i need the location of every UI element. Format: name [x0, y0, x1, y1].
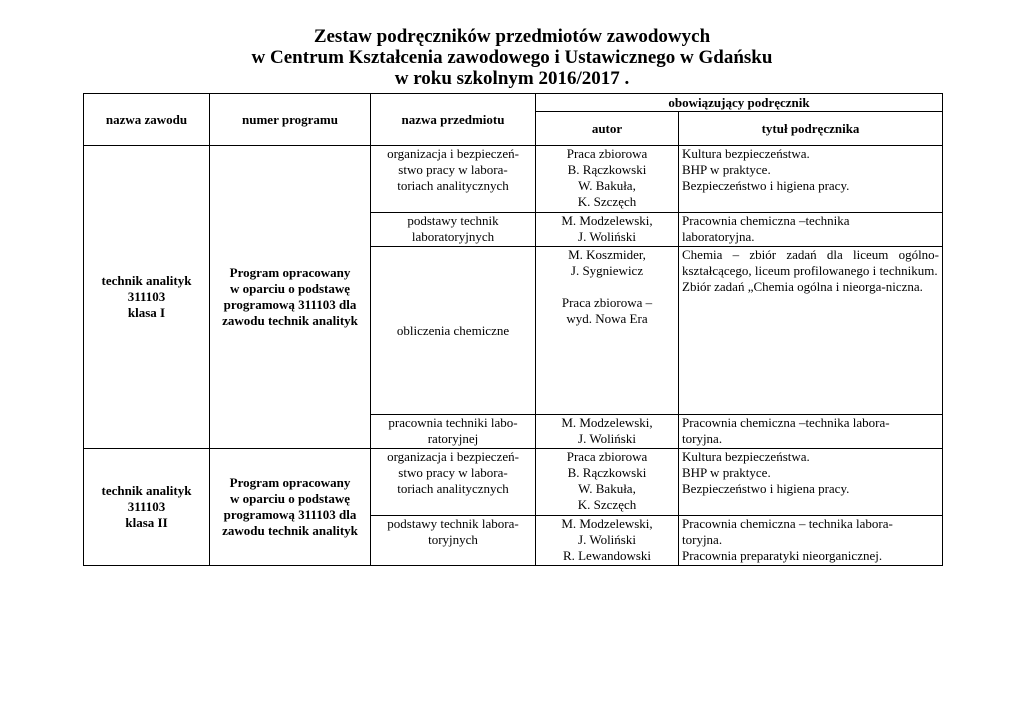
tytul-cell: Pracownia chemiczna –technika laboratoryjna.: [679, 213, 943, 247]
autor-cell: M. Koszmider, J. Sygniewicz Praca zbiorowa – wyd. Nowa Era: [536, 247, 679, 415]
przedmiot-cell: pracownia techniki labo- ratoryjnej: [371, 415, 536, 449]
autor-cell: M. Modzelewski, J. Woliński R. Lewandowski: [536, 516, 679, 566]
tytul-cell: Kultura bezpieczeństwa. BHP w praktyce. Bezpieczeństwo i higiena pracy.: [679, 146, 943, 213]
tytul-paragraph-a: Chemia – zbiór zadań dla liceum ogólno-kształcącego, liceum profilowanego i technikum.: [682, 247, 940, 278]
zawod-cell-2: technik analityk 311103 klasa II: [84, 449, 210, 566]
przedmiot-cell: podstawy technik laboratoryjnych: [371, 213, 536, 247]
title-line-1: Zestaw podręczników przedmiotów zawodowych: [313, 26, 711, 47]
header-obowiazujacy: obowiązujący podręcznik: [536, 94, 943, 112]
textbook-table: [83, 93, 943, 566]
table-row: [84, 449, 943, 516]
tytul-cell: Kultura bezpieczeństwa. BHP w praktyce. Bezpieczeństwo i higiena pracy.: [679, 449, 943, 516]
tytul-paragraph-b: Zbiór zadań „Chemia ogólna i nieorga-niczna.: [682, 279, 923, 294]
przedmiot-cell: obliczenia chemiczne: [371, 247, 536, 415]
tytul-cell: Pracownia chemiczna –technika labora- toryjna.: [679, 415, 943, 449]
autor-cell: M. Modzelewski, J. Woliński: [536, 415, 679, 449]
header-autor: autor: [536, 112, 679, 146]
przedmiot-cell: organizacja i bezpieczeń- stwo pracy w labora- toriach analitycznych: [371, 449, 536, 516]
title-line-3: w roku szkolnym 2016/2017 .: [394, 68, 630, 89]
table-row: [84, 146, 943, 213]
autor-cell: Praca zbiorowa B. Rączkowski W. Bakuła, K. Szczęch: [536, 146, 679, 213]
tytul-cell: [679, 247, 943, 415]
header-program: numer programu: [210, 94, 371, 146]
program-cell-1: Program opracowany w oparciu o podstawę programową 311103 dla zawodu technik analityk: [210, 146, 371, 449]
tytul-cell: Pracownia chemiczna – technika labora- toryjna. Pracownia preparatyki nieorganicznej.: [679, 516, 943, 566]
title-line-2: w Centrum Kształcenia zawodowego i Ustawicznego w Gdańsku: [251, 47, 773, 68]
document-title: [0, 26, 1024, 89]
autor-cell: Praca zbiorowa B. Rączkowski W. Bakuła, K. Szczęch: [536, 449, 679, 516]
przedmiot-cell: organizacja i bezpieczeń- stwo pracy w labora- toriach analitycznych: [371, 146, 536, 213]
header-przedmiot: nazwa przedmiotu: [371, 94, 536, 146]
header-zawod: nazwa zawodu: [84, 94, 210, 146]
program-cell-2: Program opracowany w oparciu o podstawę programową 311103 dla zawodu technik analityk: [210, 449, 371, 566]
przedmiot-cell: podstawy technik labora- toryjnych: [371, 516, 536, 566]
autor-cell: M. Modzelewski, J. Woliński: [536, 213, 679, 247]
zawod-cell-1: technik analityk 311103 klasa I: [84, 146, 210, 449]
header-tytul: tytuł podręcznika: [679, 112, 943, 146]
